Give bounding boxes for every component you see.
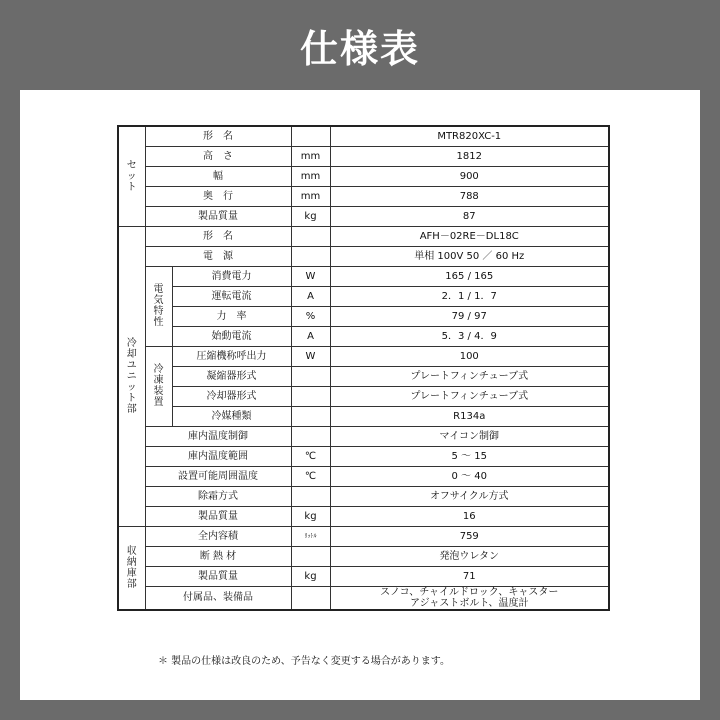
page-title: 仕様表 <box>299 26 420 71</box>
row-value: AFH－02RE－DL18C <box>330 226 609 246</box>
row-label: 始動電流 <box>172 326 291 346</box>
table-row <box>118 506 609 526</box>
row-value: 5 ～ 15 <box>330 446 609 466</box>
row-unit: A <box>291 326 330 346</box>
row-unit <box>291 426 330 446</box>
row-unit <box>291 546 330 566</box>
table-row <box>118 206 609 226</box>
spec-table <box>117 125 610 611</box>
row-label: 冷媒種類 <box>172 406 291 426</box>
row-value: 165 / 165 <box>330 266 609 286</box>
row-value: プレートフィンチューブ式 <box>330 366 609 386</box>
row-value: 71 <box>330 566 609 586</box>
row-unit: W <box>291 266 330 286</box>
row-value: 2．1 / 1．7 <box>330 286 609 306</box>
table-row <box>118 326 609 346</box>
row-label: 形 名 <box>145 126 291 146</box>
row-label: 製品質量 <box>145 566 291 586</box>
row-value <box>330 586 609 610</box>
row-label: 設置可能周囲温度 <box>145 466 291 486</box>
row-unit: % <box>291 306 330 326</box>
row-label: 除霜方式 <box>145 486 291 506</box>
group-label-storage: 収納庫部 <box>118 526 145 610</box>
row-label: 製品質量 <box>145 206 291 226</box>
row-unit <box>291 386 330 406</box>
row-unit: ℃ <box>291 446 330 466</box>
row-unit <box>291 526 330 546</box>
table-row <box>118 346 609 366</box>
table-row <box>118 126 609 146</box>
row-value: 0 ～ 40 <box>330 466 609 486</box>
row-unit <box>291 246 330 266</box>
row-label: 運転電流 <box>172 286 291 306</box>
table-row <box>118 186 609 206</box>
title-bar <box>0 0 720 90</box>
subgroup-label-refrigeration: 冷凍装置 <box>145 346 172 426</box>
table-row <box>118 446 609 466</box>
row-value: 単相 100V 50 ／ 60 Hz <box>330 246 609 266</box>
row-label: 付属品、装備品 <box>145 586 291 610</box>
row-value: プレートフィンチューブ式 <box>330 386 609 406</box>
row-value: 900 <box>330 166 609 186</box>
row-unit: kg <box>291 506 330 526</box>
row-value: MTR820XC-1 <box>330 126 609 146</box>
row-label: 冷却器形式 <box>172 386 291 406</box>
liter-unit: ﾘｯﾄﾙ <box>304 532 317 540</box>
table-row <box>118 286 609 306</box>
row-value: R134a <box>330 406 609 426</box>
row-unit: mm <box>291 146 330 166</box>
table-row <box>118 146 609 166</box>
row-unit <box>291 586 330 610</box>
table-row <box>118 226 609 246</box>
row-label: 庫内温度制御 <box>145 426 291 446</box>
row-unit: ℃ <box>291 466 330 486</box>
row-label: 幅 <box>145 166 291 186</box>
footnote: ＊ 製品の仕様は改良のため、予告なく変更する場合があります。 <box>158 656 450 667</box>
table-row <box>118 366 609 386</box>
row-value: 発泡ウレタン <box>330 546 609 566</box>
row-value: 79 / 97 <box>330 306 609 326</box>
row-unit <box>291 126 330 146</box>
table-row <box>118 526 609 546</box>
spec-panel <box>20 90 700 700</box>
row-label: 凝縮器形式 <box>172 366 291 386</box>
accessories-line-1: スノコ、チャイルドロック、キャスター <box>380 586 559 598</box>
group-label-cooling: 冷却ユニット部 <box>118 226 145 526</box>
row-value: 759 <box>330 526 609 546</box>
table-row <box>118 466 609 486</box>
row-unit <box>291 366 330 386</box>
row-unit: W <box>291 346 330 366</box>
row-unit: mm <box>291 166 330 186</box>
row-unit: mm <box>291 186 330 206</box>
table-row <box>118 586 609 610</box>
table-row <box>118 406 609 426</box>
table-row <box>118 166 609 186</box>
row-value: 5．3 / 4．9 <box>330 326 609 346</box>
row-unit: kg <box>291 206 330 226</box>
group-label-set: セット <box>118 126 145 226</box>
row-unit <box>291 406 330 426</box>
row-label: 高 さ <box>145 146 291 166</box>
row-label: 力 率 <box>172 306 291 326</box>
row-value: オフサイクル方式 <box>330 486 609 506</box>
row-value: 16 <box>330 506 609 526</box>
table-row <box>118 486 609 506</box>
row-value: 1812 <box>330 146 609 166</box>
row-unit <box>291 226 330 246</box>
row-unit <box>291 486 330 506</box>
table-row <box>118 426 609 446</box>
subgroup-label-electrical: 電気特性 <box>145 266 172 346</box>
row-label: 電 源 <box>145 246 291 266</box>
row-label: 製品質量 <box>145 506 291 526</box>
accessories-line-2: アジャストボルト、温度計 <box>410 597 529 609</box>
row-value: マイコン制御 <box>330 426 609 446</box>
table-row <box>118 386 609 406</box>
row-value: 788 <box>330 186 609 206</box>
row-label: 断 熱 材 <box>145 546 291 566</box>
table-row <box>118 546 609 566</box>
row-label: 奥 行 <box>145 186 291 206</box>
row-label: 庫内温度範囲 <box>145 446 291 466</box>
row-label: 全内容積 <box>145 526 291 546</box>
row-value: 100 <box>330 346 609 366</box>
table-row <box>118 246 609 266</box>
table-row <box>118 566 609 586</box>
row-value: 87 <box>330 206 609 226</box>
table-row <box>118 266 609 286</box>
row-unit: kg <box>291 566 330 586</box>
row-label: 圧縮機称呼出力 <box>172 346 291 366</box>
row-label: 形 名 <box>145 226 291 246</box>
row-unit: A <box>291 286 330 306</box>
row-label: 消費電力 <box>172 266 291 286</box>
table-row <box>118 306 609 326</box>
